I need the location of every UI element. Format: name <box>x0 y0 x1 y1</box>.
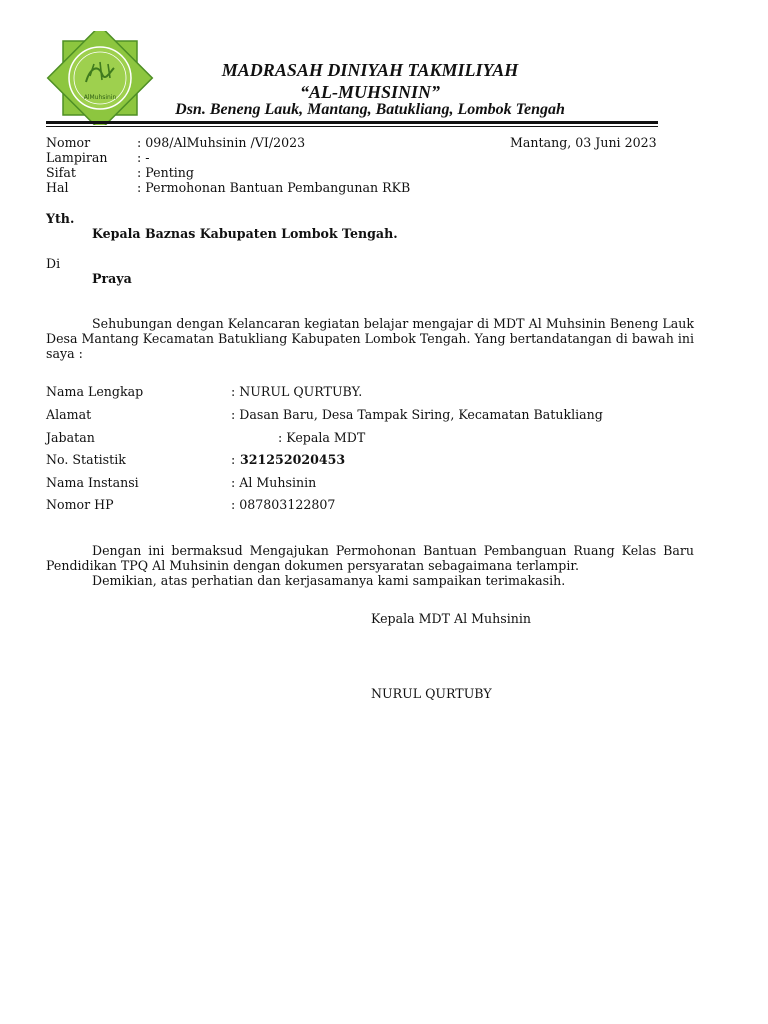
nama-label: Nama Lengkap <box>46 384 144 399</box>
lampiran-label: Lampiran <box>46 150 108 165</box>
letter-date: Mantang, 03 Juni 2023 <box>510 135 657 150</box>
alamat-value: : Dasan Baru, Desa Tampak Siring, Kecamatan Batukliang <box>231 407 603 422</box>
nomor-value: : 098/AlMuhsinin /VI/2023 <box>137 135 306 150</box>
nomor-label: Nomor <box>46 135 91 150</box>
hal-value: : Permohonan Bantuan Pembangunan RKB <box>137 180 411 195</box>
signature-name: NURUL QURTUBY <box>371 686 492 701</box>
hp-value: : 087803122807 <box>231 497 336 512</box>
logo-text: AlMuhsinin <box>83 94 117 101</box>
recipient-place: Praya <box>92 271 132 286</box>
jabatan-label: Jabatan <box>46 430 95 445</box>
school-title: MADRASAH DINIYAH TAKMILIYAH <box>221 60 519 80</box>
closing-line-3: Demikian, atas perhatian dan kerjasamanya kami sampaikan terimakasih. <box>92 573 566 588</box>
instansi-value: : Al Muhsinin <box>231 475 317 490</box>
header-rule-thick <box>46 121 658 124</box>
sifat-label: Sifat <box>46 165 76 180</box>
statistik-value: 321252020453 <box>240 452 346 467</box>
signature-title: Kepala MDT Al Muhsinin <box>371 611 532 626</box>
yth: Yth. <box>46 211 75 226</box>
di-label: Di <box>46 256 61 271</box>
intro-line-3: saya : <box>46 346 83 361</box>
instansi-label: Nama Instansi <box>46 475 139 490</box>
school-name: “AL-MUHSININ” <box>299 82 441 102</box>
statistik-label: No. Statistik <box>46 452 126 467</box>
header-rule-thin <box>46 126 658 127</box>
lampiran-value: : - <box>137 150 150 165</box>
statistik-colon: : <box>231 452 236 467</box>
hal-label: Hal <box>46 180 69 195</box>
sifat-value: : Penting <box>137 165 194 180</box>
intro-line-2: Desa Mantang Kecamatan Batukliang Kabupaten Lombok Tengah. Yang bertandatangan di bawah ini <box>46 331 694 346</box>
closing-line-2: Pendidikan TPQ Al Muhsinin dengan dokumen persyaratan sebagaimana terlampir. <box>46 558 580 573</box>
intro-line-1: Sehubungan dengan Kelancaran kegiatan belajar mengajar di MDT Al Muhsinin Beneng Lauk <box>92 316 694 331</box>
jabatan-value: : Kepala MDT <box>278 430 366 445</box>
school-address: Dsn. Beneng Lauk, Mantang, Batukliang, Lombok Tengah <box>175 101 565 118</box>
nama-value: : NURUL QURTUBY. <box>231 384 363 399</box>
recipient-name: Kepala Baznas Kabupaten Lombok Tengah. <box>92 226 398 241</box>
closing-line-1: Dengan ini bermaksud Mengajukan Permohonan Bantuan Pembanguan Ruang Kelas Baru <box>92 543 694 558</box>
alamat-label: Alamat <box>46 407 92 422</box>
hp-label: Nomor HP <box>46 497 114 512</box>
